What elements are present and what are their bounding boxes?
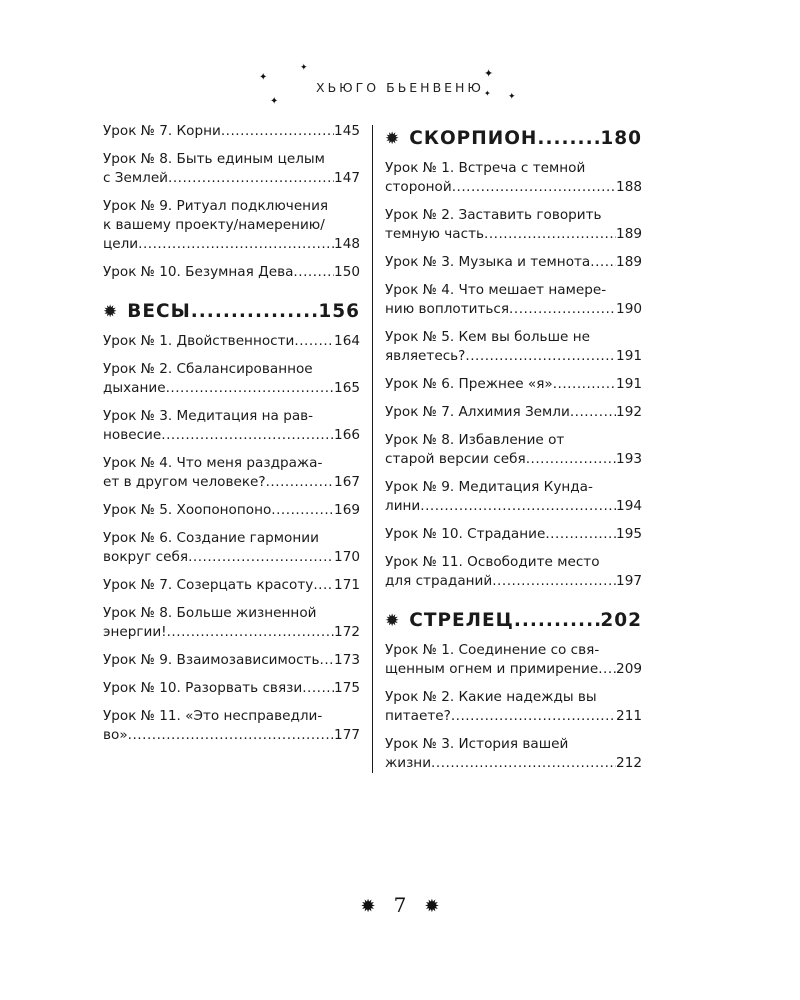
toc-entry [385, 253, 642, 272]
toc-entry [103, 679, 360, 698]
entry-title-line: щенным огнем и примирение [385, 661, 599, 677]
entry-title-line: Урок № 9. Медитация Кунда- [385, 479, 593, 495]
dot-leader [492, 572, 616, 591]
entry-page-number: 166 [334, 427, 360, 443]
entry-title-line: для страданий [385, 573, 493, 589]
entry-final-line [103, 263, 360, 282]
dot-leader [598, 660, 616, 679]
entry-page-number: 190 [616, 301, 642, 317]
toc-entry [385, 553, 642, 591]
section-title: ВЕСЫ [127, 301, 191, 322]
entry-title-line: Урок № 2. Заставить говорить [385, 207, 602, 223]
star-icon: ✦ [270, 96, 279, 107]
dot-leader [320, 651, 335, 670]
dot-leader [167, 623, 334, 642]
dot-leader [166, 379, 334, 398]
entry-final-line [103, 623, 360, 642]
toc-entry [385, 403, 642, 422]
dot-leader [553, 375, 616, 394]
entry-title-line: вокруг себя [103, 549, 189, 565]
entry-final-line [103, 576, 360, 595]
section-title: СТРЕЛЕЦ [409, 610, 514, 631]
entry-title-line: Урок № 1. Соединение со свя- [385, 642, 600, 658]
star-icon: ✦ [508, 92, 516, 102]
entry-final-line [385, 497, 642, 516]
entry-title-line: Урок № 10. Разорвать связи [103, 680, 303, 696]
entry-page-number: 195 [616, 526, 642, 542]
section-title: СКОРПИОН [409, 128, 538, 149]
entry-title-line: Урок № 2. Какие надежды вы [385, 689, 597, 705]
dot-leader [570, 403, 616, 422]
dot-leader [526, 450, 616, 469]
dot-leader [465, 347, 616, 366]
entry-page-number: 169 [334, 502, 360, 518]
star-icon: ✦ [259, 72, 268, 83]
entry-title-line: новесие [103, 427, 162, 443]
star-icon: ✦ [300, 63, 308, 73]
toc-entry [385, 688, 642, 726]
entry-title-line: Урок № 3. Музыка и темнота [385, 254, 591, 270]
entry-title-line: Урок № 5. Хоопонопоно [103, 502, 272, 518]
entry-title-line: энергии! [103, 624, 167, 640]
entry-title-line: Урок № 1. Встреча с темной [385, 160, 586, 176]
entry-page-number: 173 [334, 652, 360, 668]
entry-title-line: Урок № 1. Двойственности [103, 333, 295, 349]
entry-title-line: питаете? [385, 708, 451, 724]
toc-entry [103, 360, 360, 398]
entry-final-line [385, 300, 642, 319]
section-page: 180 [600, 128, 642, 149]
entry-final-line [385, 403, 642, 422]
entry-title-line: Урок № 3. Медитация на рав- [103, 408, 314, 424]
entry-final-line [103, 651, 360, 670]
entry-page-number: 191 [616, 376, 642, 392]
page-number: 7 [393, 893, 407, 917]
dot-leader [545, 525, 616, 544]
entry-final-line [103, 473, 360, 492]
entry-title-line: старой версии себя [385, 451, 526, 467]
toc-entry [385, 525, 642, 544]
toc-entry [103, 407, 360, 445]
toc-entry [103, 576, 360, 595]
entry-title-line: ет в другом человеке? [103, 474, 266, 490]
toc-entry [103, 604, 360, 642]
toc-entry [385, 478, 642, 516]
entry-final-line [385, 660, 642, 679]
entry-final-line [385, 253, 642, 272]
entry-page-number: 194 [616, 498, 642, 514]
page-footer [0, 893, 800, 917]
toc-section-libra [103, 301, 360, 322]
toc-entry [385, 206, 642, 244]
entry-page-number: 192 [616, 404, 642, 420]
toc-entry [103, 332, 360, 351]
toc-entry [103, 454, 360, 492]
dot-leader [451, 707, 616, 726]
toc-entry [103, 122, 360, 141]
entry-title-line: во» [103, 727, 128, 743]
toc-entry [385, 281, 642, 319]
dot-leader [161, 426, 334, 445]
dot-leader [484, 225, 616, 244]
section-page: 202 [600, 610, 642, 631]
toc-entry [385, 431, 642, 469]
entry-page-number: 191 [616, 348, 642, 364]
star-icon: ✦ [484, 89, 491, 98]
entry-page-number: 211 [616, 708, 642, 724]
entry-title-line: жизни [385, 755, 432, 771]
toc-entries-virgo-end [103, 122, 360, 282]
entry-title-line: Урок № 9. Взаимозависимость [103, 652, 320, 668]
starburst-icon: ✹ [360, 896, 376, 917]
toc-entry [103, 707, 360, 745]
entry-final-line [385, 707, 642, 726]
entry-final-line [103, 426, 360, 445]
toc-section-sagittarius [385, 610, 642, 631]
toc-entries-libra [103, 332, 360, 745]
entry-title-line: Урок № 2. Сбалансированное [103, 361, 313, 377]
entry-final-line [385, 375, 642, 394]
starburst-icon: ✹ [385, 129, 400, 149]
toc-left-column [103, 122, 360, 754]
dot-leader [452, 178, 616, 197]
entry-final-line [385, 450, 642, 469]
dot-leader [420, 497, 616, 516]
entry-page-number: 188 [616, 179, 642, 195]
entry-final-line [103, 379, 360, 398]
toc-entry [385, 328, 642, 366]
dot-leader [509, 300, 616, 319]
entry-page-number: 167 [334, 474, 360, 490]
entry-title-line: Урок № 11. Освободите место [385, 554, 600, 570]
entry-page-number: 189 [616, 254, 642, 270]
toc-entry [385, 375, 642, 394]
dot-leader [271, 501, 334, 520]
entry-final-line [385, 572, 642, 591]
toc-entry [103, 529, 360, 567]
entry-page-number: 170 [334, 549, 360, 565]
entry-final-line [103, 332, 360, 351]
entry-final-line [103, 679, 360, 698]
entry-title-line: Урок № 7. Корни [103, 123, 221, 139]
entry-title-line: Урок № 7. Алхимия Земли [385, 404, 570, 420]
entry-title-line: Урок № 7. Созерцать красоту [103, 577, 314, 593]
entry-page-number: 145 [334, 123, 360, 139]
dot-leader [138, 235, 334, 254]
entry-page-number: 189 [616, 226, 642, 242]
entry-title-line: Урок № 10. Безумная Дева [103, 264, 294, 280]
entry-page-number: 172 [334, 624, 360, 640]
entry-page-number: 147 [334, 170, 360, 186]
starburst-icon: ✹ [424, 896, 440, 917]
entry-title-line: Урок № 6. Создание гармонии [103, 530, 319, 546]
entry-title-line: темную часть [385, 226, 484, 242]
entry-title-line: Урок № 8. Больше жизненной [103, 605, 317, 621]
toc-entry [385, 641, 642, 679]
entry-title-line: с Землей [103, 170, 169, 186]
entry-title-line: Урок № 8. Избавление от [385, 432, 565, 448]
entry-title-line: Урок № 6. Прежнее «я» [385, 376, 553, 392]
entry-final-line [385, 225, 642, 244]
toc-entry [385, 159, 642, 197]
entry-page-number: 209 [616, 661, 642, 677]
toc-entry [103, 263, 360, 282]
running-header-author: ХЬЮГО БЬЕНВЕНЮ [316, 80, 484, 95]
entry-final-line [103, 122, 360, 141]
entry-page-number: 175 [334, 680, 360, 696]
entry-title-line: Урок № 10. Страдание [385, 526, 546, 542]
toc-entry [103, 651, 360, 670]
toc-entry [385, 735, 642, 773]
entry-final-line [103, 169, 360, 188]
starburst-icon: ✹ [103, 302, 118, 322]
dot-leader [221, 122, 334, 141]
star-icon: ✦ [484, 67, 494, 80]
dot-leader [431, 754, 616, 773]
toc-entry [103, 150, 360, 188]
dot-leader [168, 169, 334, 188]
entry-page-number: 193 [616, 451, 642, 467]
dot-leader [191, 301, 319, 322]
dot-leader [514, 610, 601, 631]
entry-final-line [385, 754, 642, 773]
entry-title-line: дыхание [103, 380, 166, 396]
entry-title-line: к вашему проекту/намерению/ [103, 217, 325, 233]
dot-leader [302, 679, 334, 698]
entry-title-line: Урок № 9. Ритуал подключения [103, 198, 329, 214]
entry-final-line [103, 501, 360, 520]
dot-leader [128, 726, 334, 745]
dot-leader [188, 548, 334, 567]
entry-title-line: Урок № 5. Кем вы больше не [385, 329, 590, 345]
entry-title-line: Урок № 11. «Это несправедли- [103, 708, 323, 724]
entry-final-line [103, 548, 360, 567]
entry-final-line [385, 178, 642, 197]
entry-page-number: 171 [334, 577, 360, 593]
dot-leader [294, 332, 334, 351]
entry-final-line [385, 347, 642, 366]
toc-entry [103, 197, 360, 254]
dot-leader [537, 128, 600, 149]
dot-leader [590, 253, 616, 272]
entry-title-line: цели [103, 236, 139, 252]
entry-title-line: Урок № 8. Быть единым целым [103, 151, 325, 167]
entry-title-line: Урок № 3. История вашей [385, 736, 569, 752]
entry-page-number: 197 [616, 573, 642, 589]
entry-title-line: Урок № 4. Что меня раздража- [103, 455, 323, 471]
dot-leader [266, 473, 334, 492]
entry-final-line [103, 726, 360, 745]
entry-page-number: 148 [334, 236, 360, 252]
entry-page-number: 177 [334, 727, 360, 743]
entry-page-number: 164 [334, 333, 360, 349]
starburst-icon: ✹ [385, 611, 400, 631]
section-page: 156 [318, 301, 360, 322]
entry-title-line: стороной [385, 179, 452, 195]
toc-right-column [385, 122, 642, 782]
entry-final-line [385, 525, 642, 544]
entry-title-line: нию воплотиться [385, 301, 510, 317]
toc-entries-sagittarius [385, 641, 642, 773]
toc-entry [103, 501, 360, 520]
dot-leader [293, 263, 334, 282]
entry-page-number: 165 [334, 380, 360, 396]
column-divider [372, 125, 373, 773]
entry-final-line [103, 235, 360, 254]
entry-title-line: лини [385, 498, 421, 514]
entry-title-line: являетесь? [385, 348, 466, 364]
dot-leader [313, 576, 334, 595]
entry-title-line: Урок № 4. Что мешает намере- [385, 282, 607, 298]
toc-entries-scorpio [385, 159, 642, 591]
entry-page-number: 212 [616, 755, 642, 771]
toc-section-scorpio [385, 128, 642, 149]
entry-page-number: 150 [334, 264, 360, 280]
